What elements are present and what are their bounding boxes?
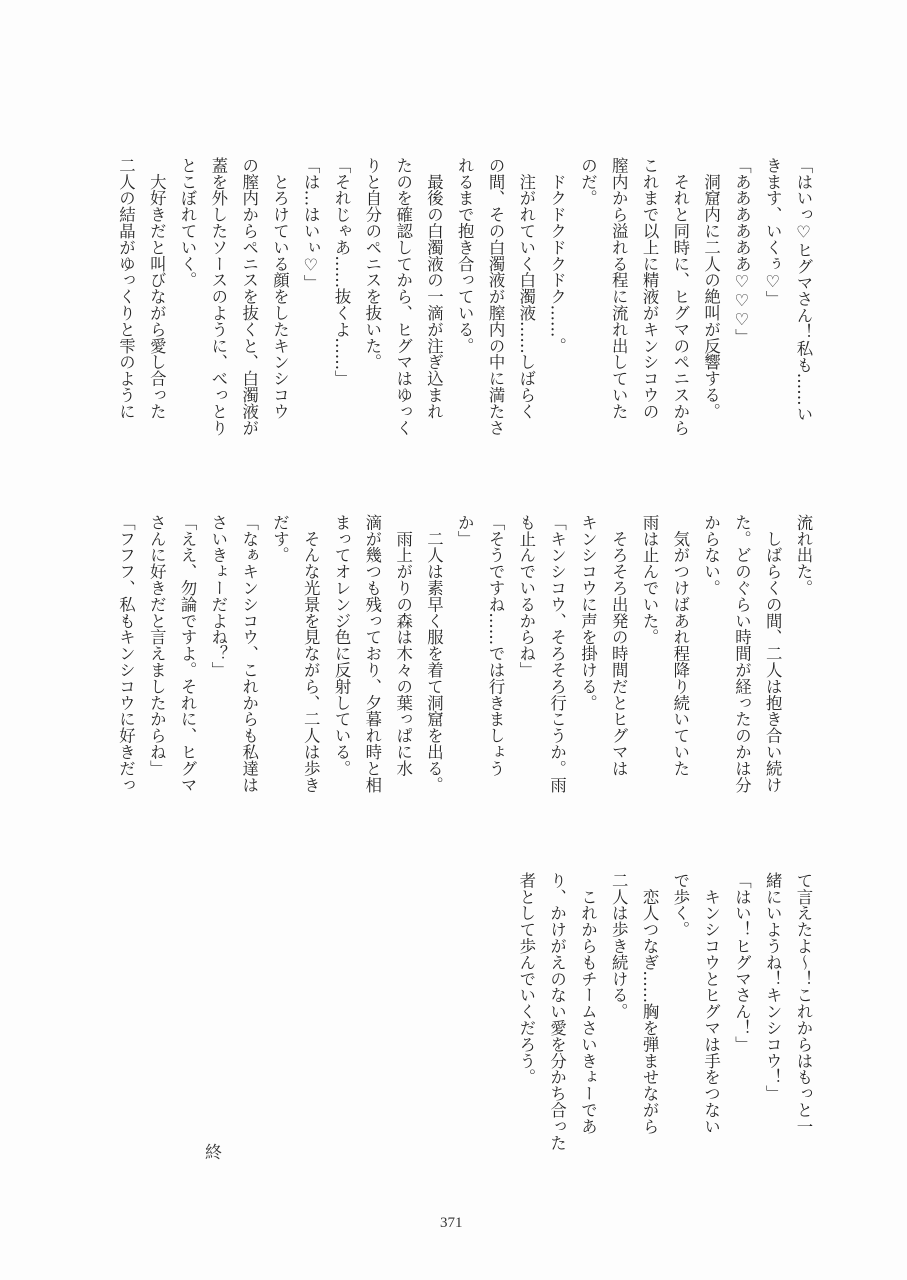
- text-line: からない。: [701, 514, 721, 596]
- text-line: 「それじゃあ……抜くよ……」: [332, 157, 352, 387]
- text-line: きます、いくぅ♡」: [763, 157, 783, 308]
- end-mark: 終: [205, 1143, 222, 1163]
- text-tier-1: [106, 157, 818, 447]
- text-line: 緒にいようね！キンシコウ！」: [763, 872, 783, 1102]
- text-line: 「はい！ヒグマさん！」: [732, 872, 752, 1053]
- text-line: た。どのぐらい時間が経ったのかは分: [732, 514, 752, 793]
- text-line: 「キンシコウ、そろそろ行こうか。雨: [547, 514, 567, 793]
- text-line: 滴が幾つも残っており、夕暮れ時と相: [362, 514, 382, 793]
- text-line: まってオレンジ色に反射している。: [332, 514, 352, 777]
- text-line: たのを確認してから、ヒグマはゆっく: [393, 157, 413, 436]
- text-line: キンシコウとヒグマは手をつない: [701, 872, 721, 1135]
- text-line: の膣内からペニスを抜くと、白濁液が: [239, 157, 259, 436]
- text-line: 注がれていく白濁液……しばらく: [516, 157, 536, 420]
- text-line: キンシコウに声を掛ける。: [578, 514, 598, 711]
- text-line: そんな光景を見ながら、二人は歩き: [301, 514, 321, 793]
- text-line: 「は…はいぃ♡」: [301, 157, 321, 291]
- text-line: 二人は素早く服を着て洞窟を出る。: [424, 514, 444, 793]
- text-line: て言えたよ〜！これからはもっと一: [794, 872, 813, 1135]
- text-line: 二人は歩き続ける。: [609, 872, 629, 1020]
- text-line: 雨上がりの森は木々の葉っぱに水: [393, 514, 413, 777]
- text-line: しばらくの間、二人は抱き合い続け: [763, 514, 783, 793]
- text-line: これまで以上に精液がキンシコウの: [640, 157, 660, 420]
- text-line: 「はいっ♡ヒグマさん！私も……い: [794, 157, 813, 422]
- text-tier-3: [106, 872, 818, 1162]
- text-line: で歩く。: [670, 872, 690, 938]
- text-line: さいきょーだよね？」: [208, 514, 228, 678]
- text-line: 「フフフ、私もキンシコウに好きだっ: [116, 514, 136, 793]
- text-line: 流れ出た。: [794, 514, 813, 596]
- text-line: 二人の結晶がゆっくりと雫のように: [116, 157, 136, 420]
- text-line: 雨は止んでいた。: [640, 514, 660, 646]
- text-line: とこぼれていく。: [178, 157, 198, 289]
- text-line: 「ええ、勿論ですよ。それに、ヒグマ: [178, 514, 198, 793]
- text-line: だす。: [270, 514, 290, 564]
- text-line: 者として歩んでいくだろう。: [516, 872, 536, 1086]
- text-line: りと自分のペニスを抜いた。: [362, 157, 382, 371]
- text-line: ドクドクドクドク……。: [547, 157, 567, 354]
- text-line: さんに好きだと言えましたからね」: [147, 514, 167, 777]
- text-line: 最後の白濁液の一滴が注ぎ込まれ: [424, 157, 444, 420]
- page-number: 371: [440, 1215, 463, 1231]
- text-line: これからもチームさいきょーであ: [578, 872, 598, 1135]
- text-line: 「そうですね……では行きましょう: [486, 514, 506, 777]
- text-line: 蓋を外したソースのように、べっとり: [208, 157, 228, 436]
- text-line: 恋人つなぎ……胸を弾ませながら: [640, 872, 660, 1135]
- text-tier-2: [106, 514, 818, 804]
- text-line: れるまで抱き合っている。: [455, 157, 475, 354]
- text-line: 「なぁキンシコウ、これからも私達は: [239, 514, 259, 793]
- text-line: 膣内から溢れる程に流れ出していた: [609, 157, 629, 420]
- text-line: 気がつけばあれ程降り続いていた: [670, 514, 690, 777]
- text-line: の間、その白濁液が膣内の中に満たさ: [486, 157, 506, 436]
- text-line: り、かけがえのない愛を分かち合った: [547, 872, 567, 1151]
- text-line: とろけている顔をしたキンシコウ: [270, 157, 290, 420]
- text-line: 大好きだと叫びながら愛し合った: [147, 157, 167, 420]
- text-line: も止んでいるからね」: [516, 514, 536, 678]
- text-line: のだ。: [578, 157, 598, 207]
- text-line: か」: [455, 514, 475, 547]
- text-line: 「ああああああ♡♡♡」: [732, 157, 752, 346]
- text-line: 洞窟内に二人の絶叫が反響する。: [701, 157, 721, 420]
- text-line: そろそろ出発の時間だとヒグマは: [609, 514, 629, 777]
- text-line: それと同時に、ヒグマのペニスから: [670, 157, 690, 436]
